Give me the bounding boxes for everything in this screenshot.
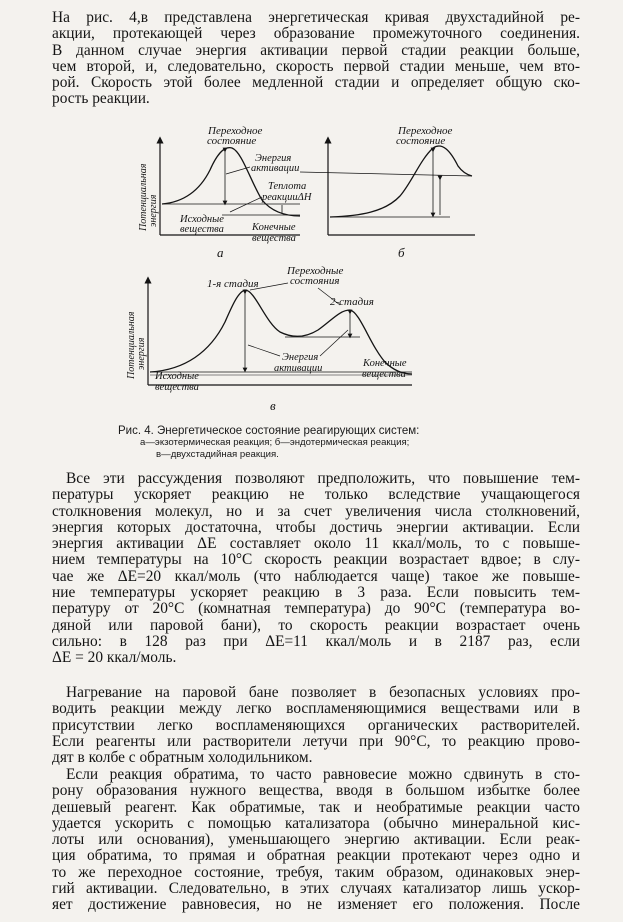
text-line: энергия которых достаточна, чтобы достичь энергии активации. Если (52, 518, 580, 536)
text-line: Нагревание на паровой бане позволяет в безопасных условиях про- (66, 684, 580, 701)
panel-c-activation-label: Энергия (282, 352, 319, 363)
panel-c-initial-label: вещества (155, 382, 199, 393)
panel-c-activation-label: активации (274, 363, 323, 374)
text-line: дяной или паровой бани), то скорость реакции возрастает очень (52, 616, 580, 634)
panel-c-initial-label: Исходные (155, 371, 199, 382)
text-line: акции, протекающей через образование промежуточного соединения. (52, 25, 580, 43)
text-line: столкновения молекул, но и за счет увеличения числа столкновений, (52, 502, 580, 520)
panel-b (300, 125, 475, 260)
text-line: ние температуры ускоряет реакцию в 3 раза. Если повысить тем- (52, 584, 580, 602)
text-line: сильно: в 128 раз при ΔE=11 ккал/моль и в 2187 раз, если (52, 632, 580, 650)
text-line: нием температуры на 10°C скорость реакции возрастает вдвое; в слу- (52, 551, 580, 569)
panel-c-stage2-label: 2-стадия (330, 296, 374, 308)
panel-c-final-label: вещества (362, 369, 406, 380)
text-line: энергия активации ΔE составляет около 11 ккал/моль, то с повыше- (52, 535, 580, 553)
text-line: гий активации. Следовательно, в этих случаях катализатор лишь ускор- (52, 880, 580, 898)
text-line: то же переходное состояние, требуя, таким образом, одинаковых энер- (52, 863, 580, 881)
panel-c-stage1-label: 1-я стадия (207, 278, 259, 290)
caption-subtitle: в—двухстадийная реакция. (156, 449, 279, 460)
panel-a-initial-label: вещества (180, 224, 224, 235)
paragraph-discussion (52, 471, 580, 667)
axis-label-line: Потенциальная (126, 311, 137, 379)
text-line: В данном случае энергия активации первой стадии реакции больше, (52, 41, 580, 59)
text-line: На рис. 4,в представлена энергетическая кривая двухстадийной ре- (52, 9, 580, 26)
text-line: Все эти рассуждения позволяют предположить, что повышение тем- (66, 470, 580, 487)
text-line: дят в колбе с обратным холодильником. (52, 749, 313, 767)
panel-a-transition-label: состояние (207, 135, 257, 147)
panel-a (160, 125, 313, 260)
text-line: удается ускорить с помощью катализатора (обычно минеральной кис- (52, 814, 580, 832)
figure-caption (118, 425, 518, 461)
panel-c (148, 265, 412, 413)
panel-c-transitions-label: Переходные (287, 265, 344, 277)
text-line: Если реакция обратима, то часто равновесие можно сдвинуть в сто- (66, 766, 580, 783)
text-line: чем второй, и, следовательно, скорость первой стадии меньше, чем вто- (52, 57, 580, 75)
panel-a-letter: а (217, 245, 224, 260)
caption-subtitle: а—экзотермическая реакция; б—эндотермическая реакция; (140, 437, 410, 448)
panel-a-activation-label: Энергия (255, 153, 292, 164)
panel-a-heat-label: реакцииΔH (262, 192, 312, 203)
text-line: пературу от 20°C (комнатная температура) до 90°C (температура во- (52, 600, 580, 618)
text-line: рость реакции. (52, 90, 150, 108)
panel-c-transitions-label: состояния (290, 275, 340, 287)
text-line: пературы ускоряет реакцию не только вследствие учащающегося (52, 486, 580, 504)
caption-title: Рис. 4. Энергетическое состояние реагирующих систем: (118, 425, 420, 437)
panel-a-initial-label: Исходные (180, 214, 224, 225)
paragraph-heating (52, 685, 580, 766)
panel-c-letter: в (270, 398, 276, 413)
text-line: присутствии легко воспламеняющихся органических растворителей. (52, 716, 580, 734)
text-line: лоты или основания), уменьшающего энергию активации. Если реак- (52, 831, 580, 849)
text-line: чае же ΔE=20 ккал/моль (что наблюдается чаще) такое же повыше- (52, 567, 580, 585)
text-line: дешевый реагент. Как обратимые, так и необратимые реакции часто (52, 798, 580, 816)
panel-a-final-label: Конечные (252, 222, 296, 233)
panel-c-final-label: Конечные (363, 358, 407, 369)
text-line: рону образования нужного вещества, вводя в большом избытке более (52, 782, 580, 800)
panel-a-activation-label: активации (251, 163, 300, 174)
panel-a-transition-label: Переходное (208, 125, 263, 137)
paragraph-equilibrium (52, 767, 580, 914)
axis-label-top (138, 163, 159, 232)
panel-a-final-label: вещества (252, 233, 296, 244)
panel-b-curve (330, 146, 472, 217)
text-line: Если реагенты или растворители летучи при 90°C, то реакцию прово- (52, 732, 580, 750)
panel-b-transition-label: Переходное (398, 125, 453, 137)
text-line: ΔE = 20 ккал/моль. (52, 649, 177, 667)
panel-b-final-level (300, 172, 472, 176)
axis-label-bottom (126, 311, 147, 380)
panel-b-transition-label: состояние (396, 135, 446, 147)
axis-label-line: энергия (136, 337, 147, 370)
panel-a-heat-label: Теплота (268, 181, 307, 192)
axis-label-line: энергия (148, 194, 159, 227)
panel-b-letter: б (398, 245, 405, 260)
text-line: ция обратима, то прямая и обратная реакции протекают через одно и (52, 847, 580, 865)
text-line: яет достижение равновесия, но не изменяет его положения. После (52, 896, 580, 914)
axis-label-line: Потенциальная (138, 163, 149, 231)
text-line: рой. Скорость этой более медленной стадии и определяет общую ско- (52, 74, 580, 92)
text-line: водить реакции между легко воспламеняющимися веществами или в (52, 700, 580, 718)
